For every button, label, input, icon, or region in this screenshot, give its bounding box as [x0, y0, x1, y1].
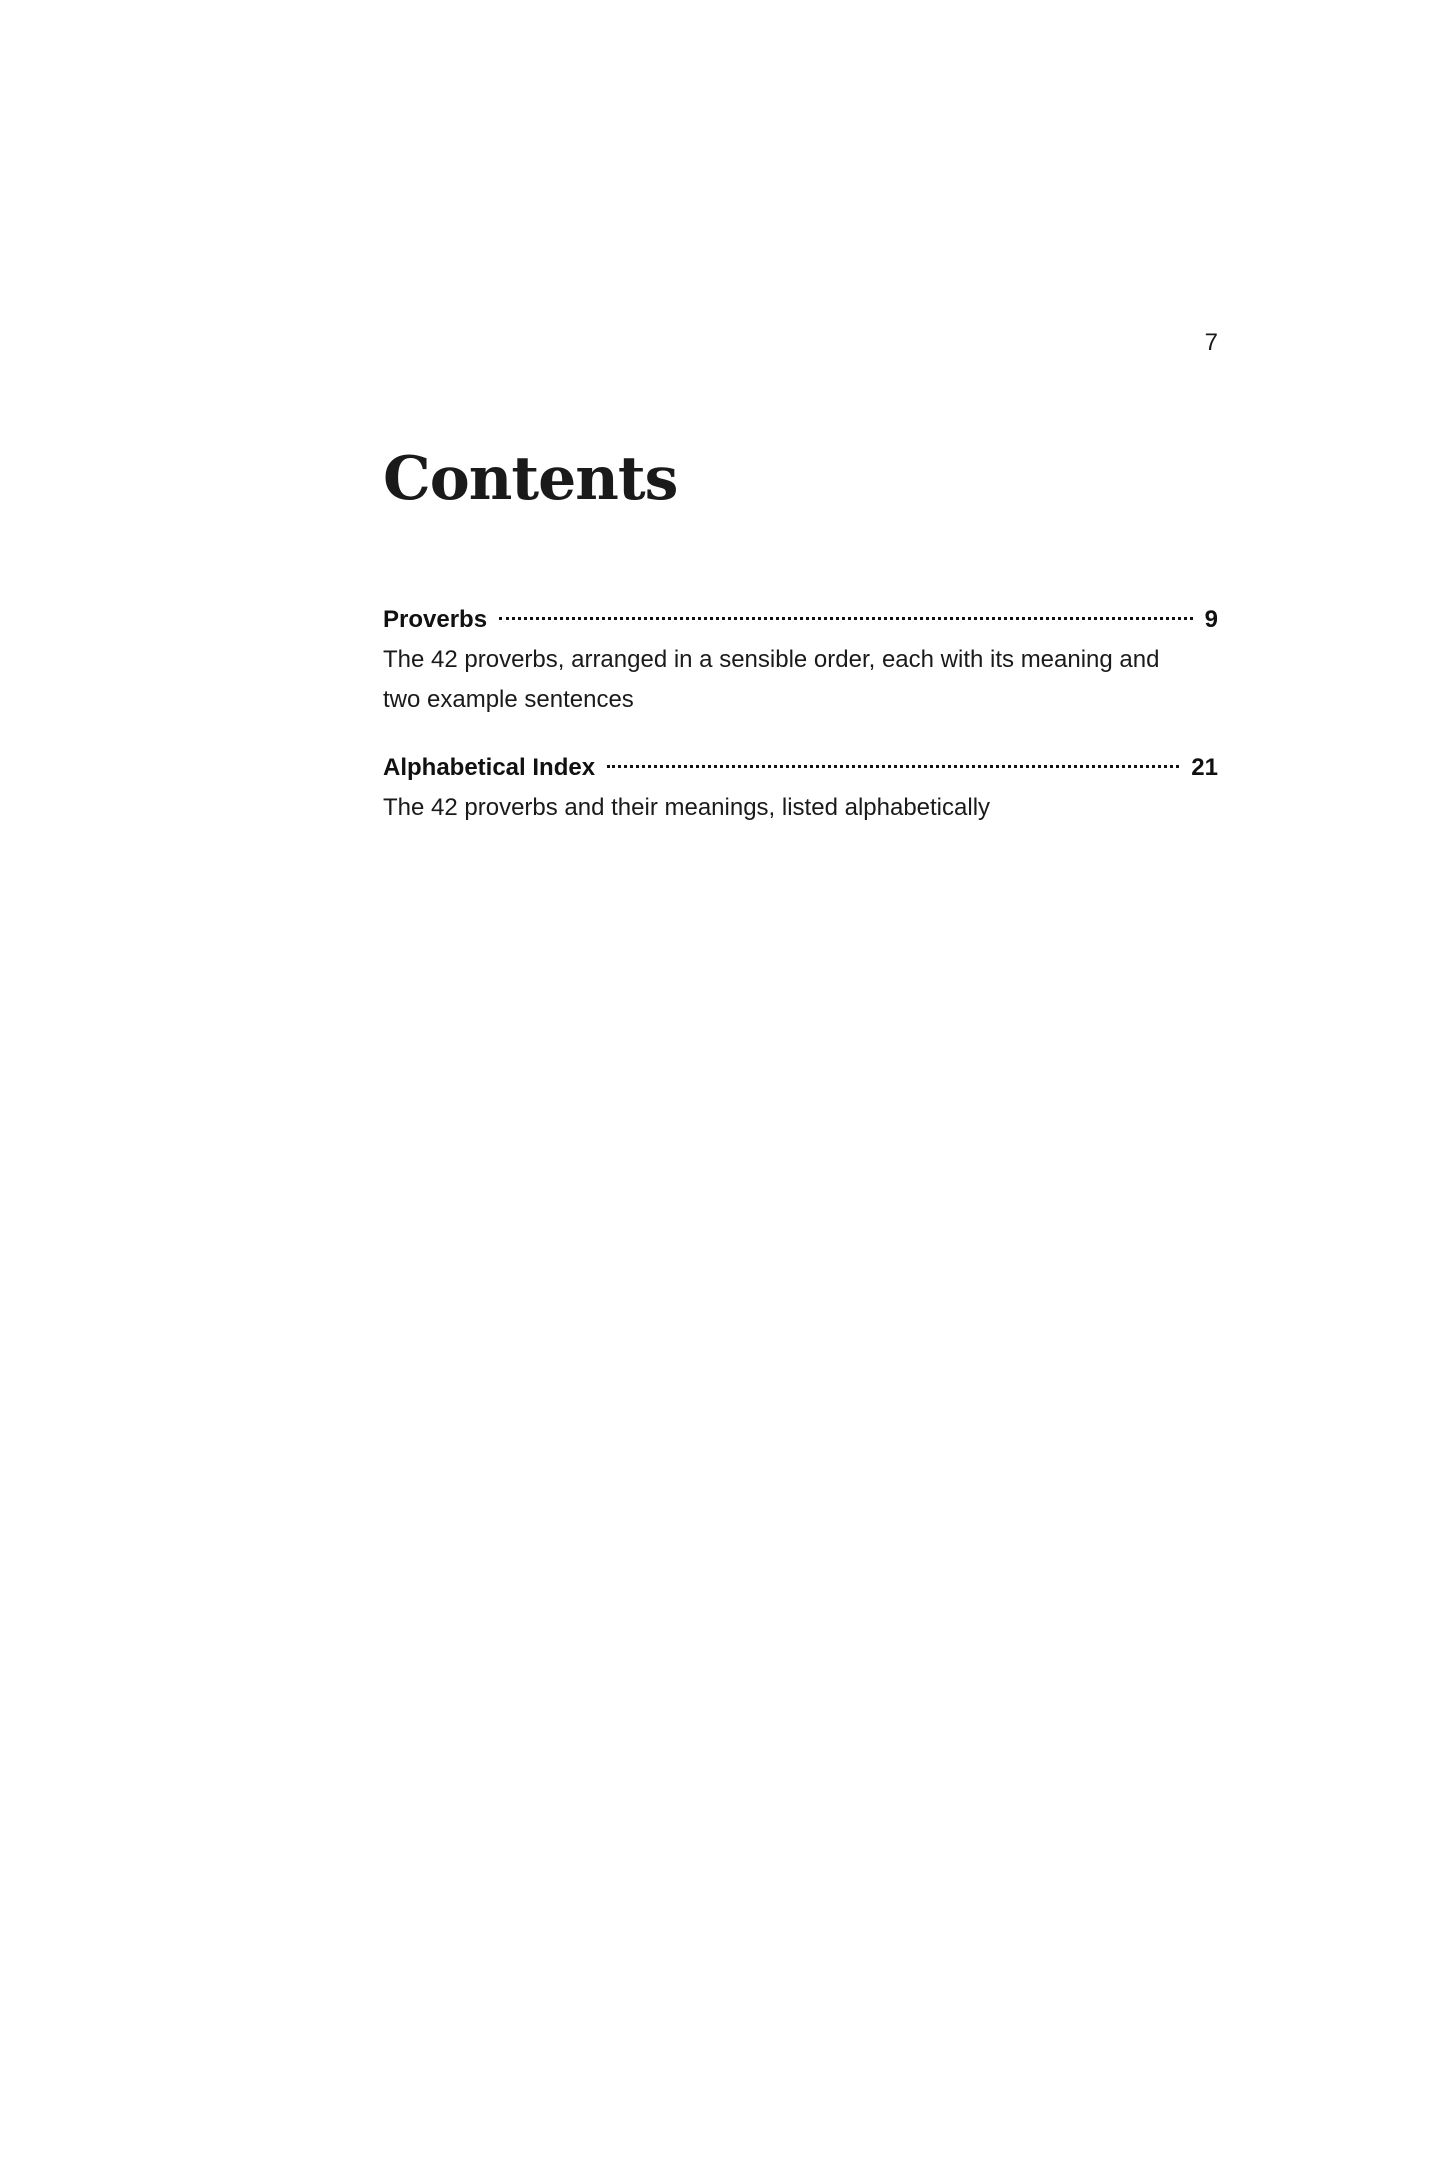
- page-title: Contents: [383, 444, 678, 514]
- toc-entry-label[interactable]: Proverbs: [383, 606, 488, 633]
- toc-entry-heading: [383, 748, 1218, 788]
- toc-entry-description: The 42 proverbs, arranged in a sensible order, each with its meaning and two example sentences: [383, 646, 1160, 713]
- page-number: 7: [1204, 329, 1218, 356]
- table-of-contents: [383, 600, 1218, 828]
- toc-entry-page-number[interactable]: 21: [1191, 754, 1218, 781]
- toc-entry-page-number[interactable]: 9: [1204, 606, 1218, 633]
- toc-entry-description: The 42 proverbs and their meanings, listed alphabetically: [383, 794, 991, 821]
- toc-entry-alphabetical-index[interactable]: [383, 748, 1218, 828]
- toc-entry-proverbs[interactable]: [383, 600, 1218, 720]
- dot-leader: [499, 617, 1193, 620]
- contents-section: [383, 440, 1218, 856]
- toc-entry-heading: [383, 600, 1218, 640]
- dot-leader: [607, 765, 1179, 768]
- toc-entry-label[interactable]: Alphabetical Index: [383, 754, 596, 781]
